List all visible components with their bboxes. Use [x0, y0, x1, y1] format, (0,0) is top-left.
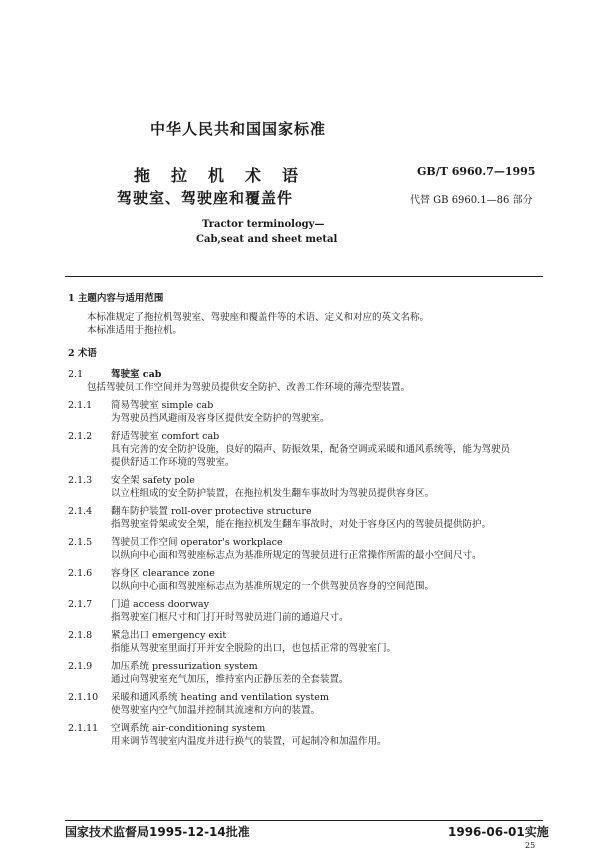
term-heading: 2.1.8 紧急出口 emergency exit — [68, 630, 227, 641]
term-definition: 使驾驶室内空气加温并控制其流速和方向的装置。 — [111, 705, 321, 716]
term-heading: 2.1 驾驶室 cab — [68, 369, 162, 380]
term-definition: 指驾驶室门框尺寸和门打开时驾驶员进门前的通道尺寸。 — [111, 612, 349, 623]
term-heading: 2.1.10 采暖和通风系统 heating and ventilation system — [68, 692, 329, 703]
term-heading: 2.1.2 舒适驾驶室 comfort cab — [68, 431, 220, 442]
term-definition: 指驾驶室骨架或安全架，能在拖拉机发生翻车事故时，对处于容身区内的驾驶员提供防护。 — [111, 519, 492, 530]
term-heading: 2.1.5 驾驶员工作空间 operator's workplace — [68, 537, 283, 548]
term-definition: 指能从驾驶室里面打开并安全脱险的出口，也包括正常的驾驶室门。 — [111, 643, 397, 654]
document-subtitle-en: Cab,seat and sheet metal — [196, 234, 338, 245]
document-body — [68, 292, 548, 748]
term-definition: 通过向驾驶室充气加压，维持室内正静压差的全套装置。 — [111, 674, 349, 685]
term-definition: 提供舒适工作环境的驾驶室。 — [111, 457, 235, 468]
replaces-note: 代替 GB 6960.1—86 部分 — [410, 195, 533, 206]
term-definition: 以纵向中心面和驾驶座标志点为基准所规定的驾驶员进行正常操作所需的最小空间尺寸。 — [111, 550, 482, 561]
effective-date: 1996-06-01实施 — [448, 825, 549, 839]
term-heading: 2.1.4 翻车防护装置 roll-over protective structure — [68, 506, 312, 517]
section-1-paragraph: 本标准适用于拖拉机。 — [87, 325, 183, 336]
term-definition: 为驾驶员挡风避雨及容身区提供安全防护的驾驶室。 — [111, 413, 330, 424]
footer-divider — [65, 820, 543, 821]
term-definition: 以立柱组成的安全防护装置，在拖拉机发生翻车事故时为驾驶员提供容身区。 — [111, 488, 435, 499]
term-definition: 以纵向中心面和驾驶座标志点为基准所规定的一个供驾驶员容身的空间范围。 — [111, 581, 435, 592]
term-heading: 2.1.1 简易驾驶室 simple cab — [68, 400, 214, 411]
header-divider — [65, 276, 543, 277]
document-title-en: Tractor terminology— — [202, 219, 325, 230]
term-heading: 2.1.11 空调系统 air-conditioning system — [68, 723, 266, 734]
national-standard-heading: 中华人民共和国国家标准 — [150, 120, 327, 138]
term-heading: 2.1.6 容身区 clearance zone — [68, 568, 215, 579]
term-definition: 具有完善的安全防护设施，良好的隔声、防振效果，配备空调或采暖和通风系统等，能为驾驶员 — [111, 444, 511, 455]
term-definition: 用来调节驾驶室内温度并进行换气的装置，可起制冷和加温作用。 — [111, 736, 387, 747]
document-subtitle-cn: 驾驶室、驾驶座和覆盖件 — [117, 189, 294, 207]
section-1-heading: 1 主题内容与适用范围 — [68, 293, 164, 304]
page-number: 25 — [525, 841, 536, 850]
term-heading: 2.1.7 门道 access doorway — [68, 599, 209, 610]
approval-date: 国家技术监督局1995-12-14批准 — [65, 825, 250, 839]
standard-code: GB/T 6960.7—1995 — [417, 165, 536, 178]
term-heading: 2.1.3 安全架 safety pole — [68, 475, 195, 486]
term-heading: 2.1.9 加压系统 pressurization system — [68, 661, 258, 672]
section-1-paragraph: 本标准规定了拖拉机驾驶室、驾驶座和覆盖件等的术语、定义和对应的英文名称。 — [87, 312, 430, 323]
section-2-heading: 2 术语 — [68, 348, 97, 359]
document-title-cn: 拖拉机术语 — [134, 166, 320, 185]
term-definition: 包括驾驶员工作空间并为驾驶员提供安全防护、改善工作环境的薄壳型装置。 — [87, 382, 411, 393]
